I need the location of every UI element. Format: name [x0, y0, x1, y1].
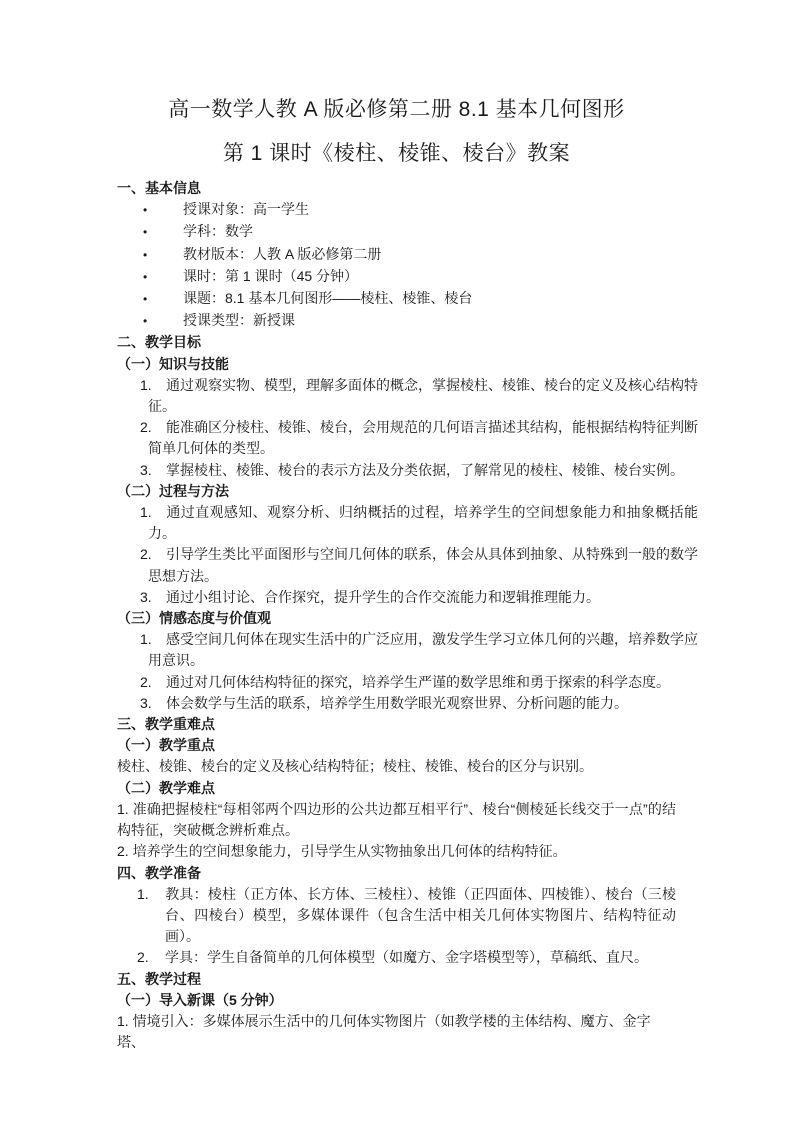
item-number: 2.: [140, 546, 152, 563]
item-text: 引导学生类比平面图形与空间几何体的联系，体会从具体到抽象、从特殊到一般的数学思想方法。: [148, 546, 698, 584]
numbered-item: [140, 672, 698, 693]
list-item: [143, 244, 676, 266]
bullet-icon: •: [143, 292, 148, 307]
preparation-list: [117, 884, 676, 969]
numbered-item: [137, 947, 676, 968]
numbered-item: [140, 375, 698, 417]
list-item-text: 课时：第 1 课时（45 分钟）: [183, 267, 359, 284]
item-text: 感受空间几何体在现实生活中的广泛应用，激发学生学习立体几何的兴趣，培养数学应用意识。: [148, 631, 698, 669]
numbered-item: [140, 460, 698, 481]
item-text: 学具：学生自备简单的几何体模型（如魔方、金字塔模型等），草稿纸、直尺。: [165, 949, 648, 966]
item-number: 2.: [140, 673, 152, 690]
doc-title-line2: 第 1 课时《棱柱、棱锥、棱台》教案: [222, 142, 571, 165]
intro-paragraph-1: 1. 情境引入：多媒体展示生活中的几何体实物图片（如教学楼的主体结构、魔方、金字塔、: [117, 1012, 651, 1051]
bullet-icon: •: [143, 269, 148, 284]
subheading-process-methods: （二）过程与方法: [117, 482, 229, 499]
list-item-text: 课题：8.1 基本几何图形——棱柱、棱锥、棱台: [183, 290, 473, 307]
bullet-icon: •: [143, 225, 148, 240]
doc-title-line1: 高一数学人教 A 版必修第二册 8.1 基本几何图形: [168, 98, 625, 121]
list-item: [143, 288, 676, 310]
item-text: 教具：棱柱（正方体、长方体、三棱柱）、棱锥（正四面体、四棱锥）、棱台（三棱台、四棱台）模型，多媒体课件（包含生活中相关几何体实物图片、结构特征动画）。: [165, 885, 676, 945]
subheading-teaching-difficulty: （二）教学难点: [117, 779, 215, 796]
subheading-emotion-values: （三）情感态度与价值观: [117, 610, 271, 627]
process-list: [117, 502, 698, 608]
list-item-text: 授课类型：新授课: [183, 312, 295, 329]
subheading-lesson-intro: （一）导入新课（5 分钟）: [117, 991, 283, 1008]
section-heading-preparation: 四、教学准备: [117, 864, 201, 881]
numbered-item: [140, 629, 698, 671]
item-text: 通过直观感知、观察分析、归纳概括的过程，培养学生的空间想象能力和抽象概括能力。: [148, 504, 698, 542]
subheading-knowledge-skills: （一）知识与技能: [117, 355, 229, 372]
section-heading-teaching-process: 五、教学过程: [117, 970, 201, 987]
list-item: [143, 266, 676, 288]
list-item-text: 授课对象：高一学生: [183, 201, 309, 218]
focus-text: 棱柱、棱锥、棱台的定义及核心结构特征；棱柱、棱锥、棱台的区分与识别。: [117, 758, 593, 775]
numbered-item: [140, 417, 698, 459]
list-item-text: 学科：数学: [183, 223, 253, 240]
difficulty-paragraph-1: 1. 准确把握棱柱“每相邻两个四边形的公共边都互相平行”、棱台“侧棱延长线交于一点”的结构特征，突破概念辨析难点。: [117, 800, 676, 839]
basic-info-list: [117, 199, 676, 332]
list-item: [143, 310, 676, 332]
item-number: 2.: [137, 949, 149, 966]
emotion-list: [117, 629, 698, 714]
bullet-icon: •: [143, 314, 148, 329]
list-item-text: 教材版本：人教 A 版必修第二册: [183, 245, 382, 262]
numbered-item: [140, 587, 698, 608]
item-number: 3.: [140, 461, 152, 478]
list-item: [143, 221, 676, 243]
bullet-icon: •: [143, 247, 148, 262]
item-text: 通过对几何体结构特征的探究，培养学生严谨的数学思维和勇于探索的科学态度。: [166, 673, 670, 690]
item-number: 3.: [140, 588, 152, 605]
section-heading-basic-info: 一、基本信息: [117, 180, 201, 196]
item-text: 通过小组讨论、合作探究，提升学生的合作交流能力和逻辑推理能力。: [166, 588, 600, 605]
section-heading-objectives: 二、教学目标: [117, 334, 201, 351]
item-number: 3.: [140, 694, 152, 711]
section-heading-key-points: 三、教学重难点: [117, 716, 215, 733]
difficulty-paragraph-2: 2. 培养学生的空间想象能力，引导学生从实物抽象出几何体的结构特征。: [117, 843, 567, 860]
item-number: 1.: [140, 631, 152, 648]
numbered-item: [140, 544, 698, 586]
item-number: 1.: [140, 376, 152, 393]
item-text: 掌握棱柱、棱锥、棱台的表示方法及分类依据，了解常见的棱柱、棱锥、棱台实例。: [166, 461, 684, 478]
item-text: 通过观察实物、模型，理解多面体的概念，掌握棱柱、棱锥、棱台的定义及核心结构特征。: [148, 376, 698, 415]
numbered-item: [140, 502, 698, 544]
list-item: [143, 199, 676, 221]
numbered-item: [137, 884, 676, 948]
item-text: 能准确区分棱柱、棱锥、棱台，会用规范的几何语言描述其结构，能根据结构特征判断简单几何体的类型。: [148, 419, 698, 457]
numbered-item: [140, 693, 698, 714]
subheading-teaching-focus: （一）教学重点: [117, 737, 215, 754]
knowledge-list: [117, 375, 698, 481]
item-text: 体会数学与生活的联系，培养学生用数学眼光观察世界、分析问题的能力。: [166, 694, 628, 711]
bullet-icon: •: [143, 203, 148, 218]
item-number: 1.: [137, 885, 149, 902]
item-number: 1.: [140, 504, 152, 521]
item-number: 2.: [140, 419, 152, 436]
